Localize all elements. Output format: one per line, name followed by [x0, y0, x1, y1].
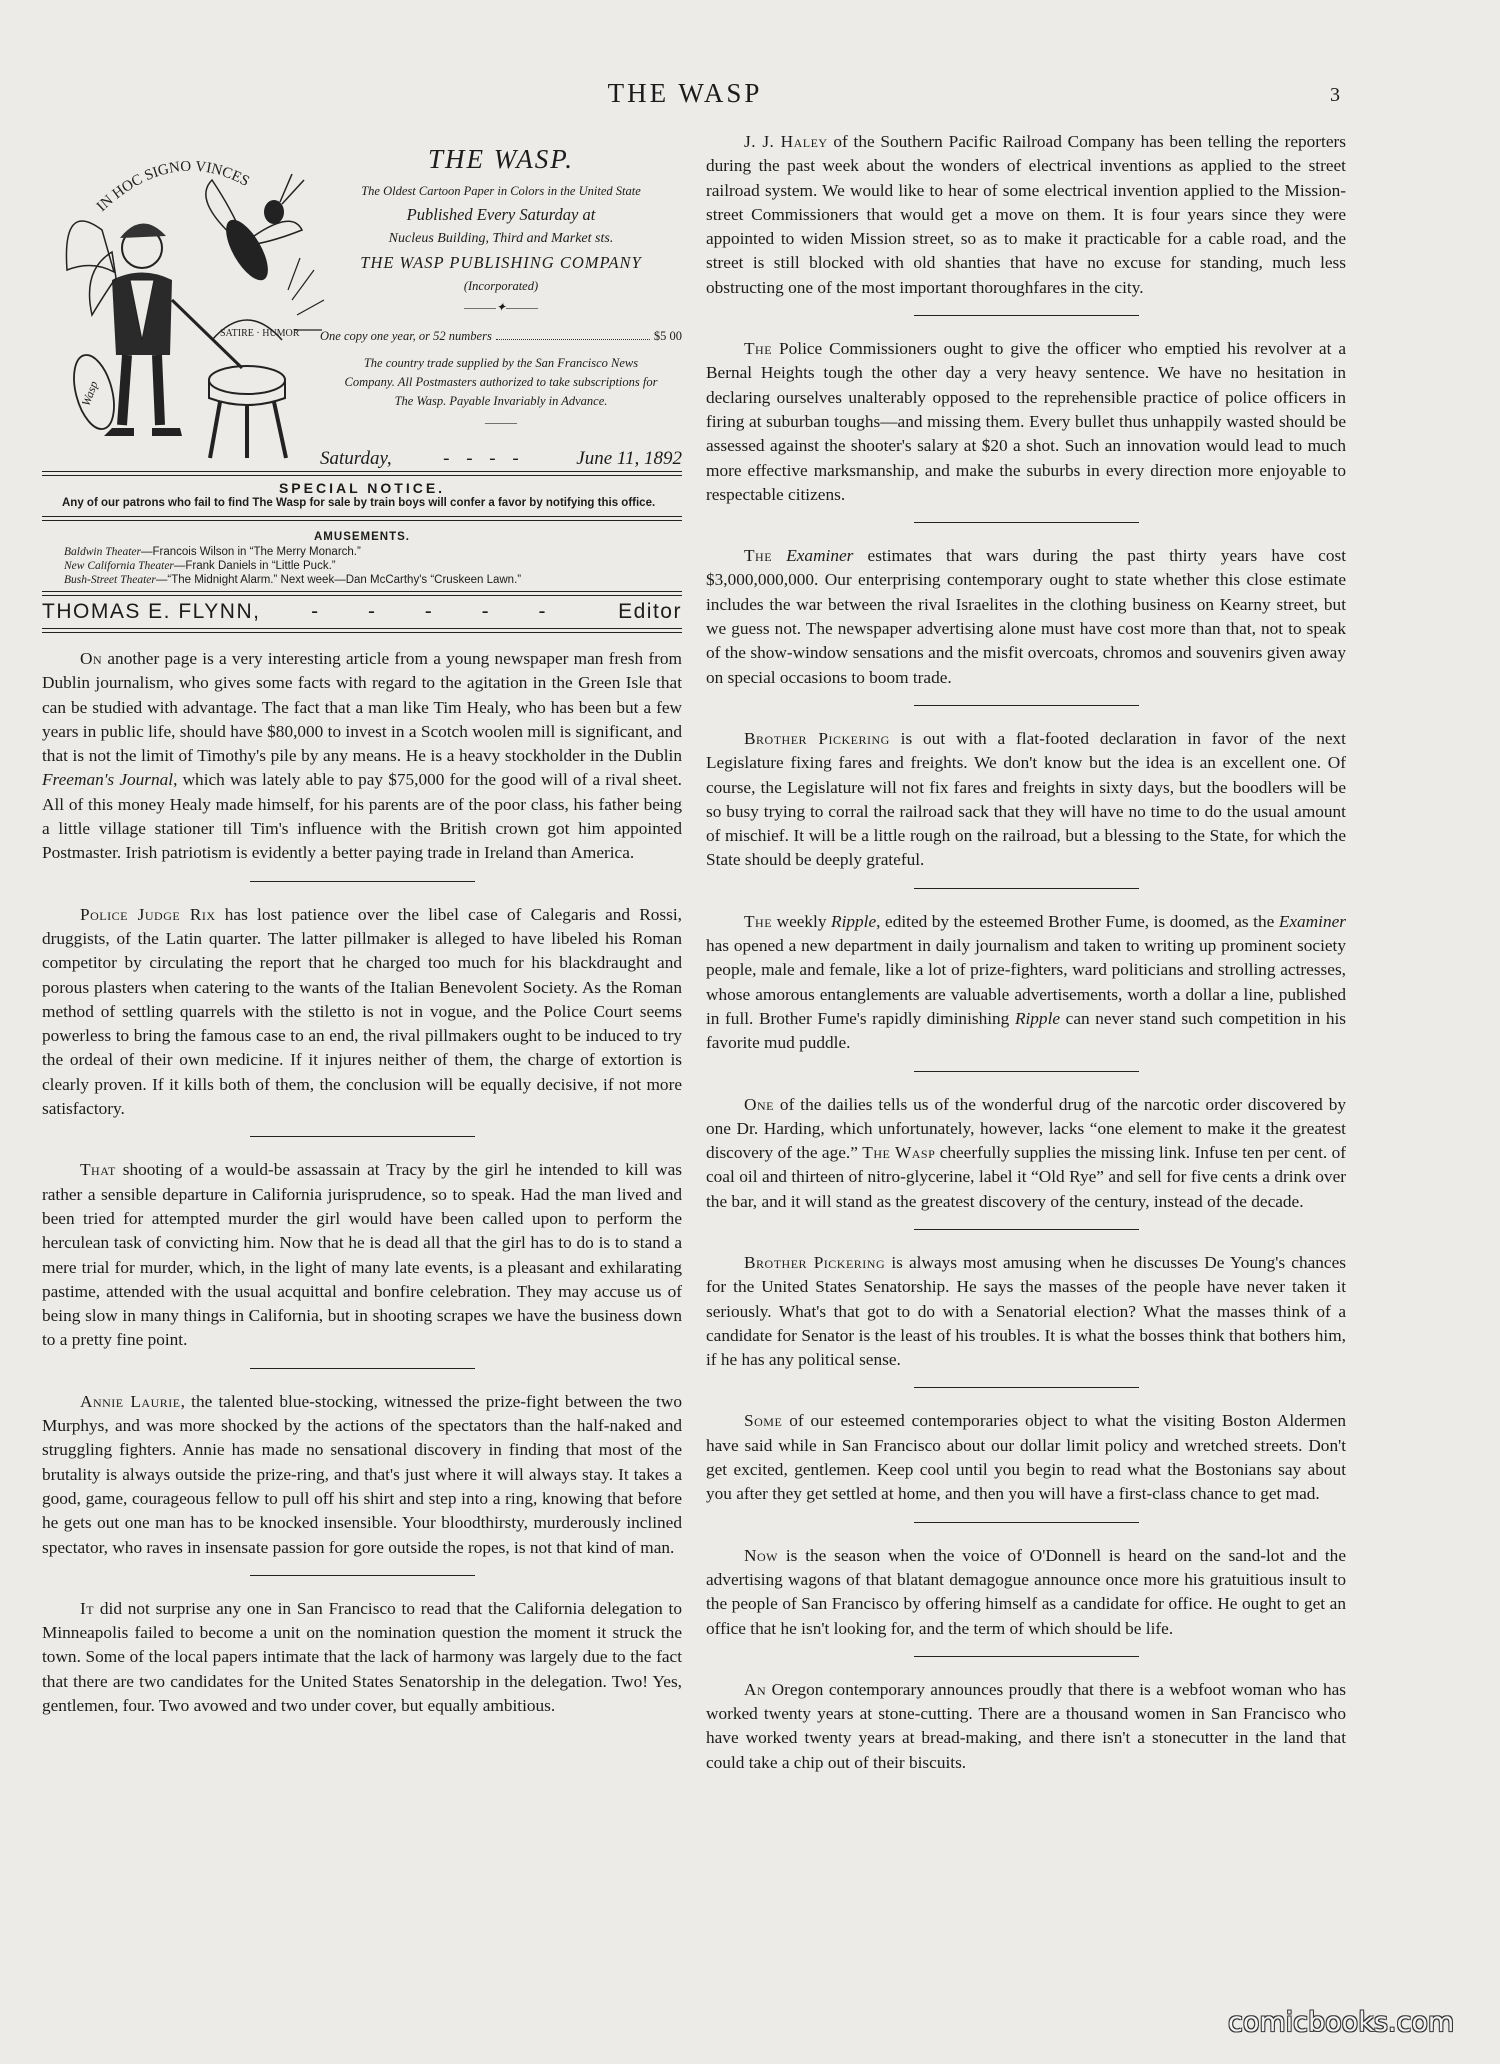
special-notice-title: SPECIAL NOTICE. — [278, 480, 446, 496]
amusements-title: AMUSEMENTS. — [314, 531, 410, 543]
editorial-paragraph: Brother Pickering is always most amusing when he discusses De Young's chances for the United States Senatorship. He says the masses of the people have never taken it seriously. What's that got to do with a Senatorial election? What the masses think of a candidate for Senator is the least of his troubles. It is what the bosses think that bothers him, if he has any political sense. — [706, 1252, 1346, 1370]
amusement-text: —Francois Wilson in “The Merry Monarch.” — [141, 546, 361, 558]
page-number: 3 — [1330, 84, 1340, 106]
masthead-company: THE WASP PUBLISHING COMPANY — [360, 253, 642, 272]
double-rule — [42, 516, 682, 521]
masthead-info — [320, 144, 682, 470]
site-watermark: comicbooks.com — [1228, 2007, 1455, 2038]
logo-stone-label: SATIRE · HUMOR — [220, 328, 300, 339]
editorial-paragraph: Now is the season when the voice of O'Donnell is heard on the sand-lot and the advertising wagons of that blatant demagogue announce once more his gratuitious insult to the people of San Francisco by offering himself as a candidate for office. He ought to get an office that he isn't looking for, and the term of which should be life. — [706, 1545, 1346, 1638]
amusement-venue: New California Theater — [64, 560, 174, 572]
editorial-paragraph: That shooting of a would-be assassain at Tracy by the girl he intended to kill was rather a sensible departure in California jurisprudence, so to speak. Had the man lived and been tried for attempted murder the girl would have been called upon to perform the herculean task of convicting him. Now that he is dead all that the girl has to do is to stand a mere trial for murder, which, in the light of many late events, is a pleasant and exhilarating pastime, attended with the usual acquittal and bonfire celebration. They may accuse us of being slow in many things in California, but in shooting scrapes we have the business down to a pretty fine point. — [42, 1160, 682, 1350]
subscription-label: One copy one year, or 52 numbers — [320, 329, 492, 343]
left-column — [42, 132, 682, 1718]
editorial-paragraph: The Police Commissioners ought to give the officer who emptied his revolver at a Bernal Heights tough the other day a very heavy sentence. We have no hesitation in declaring ourselves unalterably opposed to the reprehensible practice of police officers in firing at suburban toughs—and missing them. Every bullet thus unhappily wasted should be assessed against the shooter's salary at $20 a shot. Such an innovation would lead to much more effective marksmanship, and make the suburbs in every direction more enjoyable to respectable citizens. — [706, 339, 1346, 504]
masthead-address: Nucleus Building, Third and Market sts. — [388, 231, 614, 246]
trade-note: The country trade supplied by the San Francisco News Company. All Postmasters authorized to take subscriptions for The Wasp. Payable Invariably in Advance. — [344, 356, 658, 408]
separator-rule — [914, 1071, 1139, 1072]
editorial-paragraph: Brother Pickering is out with a flat-footed declaration in favor of the next Legislature fixing fares and freights. We don't know but the idea is an excellent one. Of course, the Legislature will not fix fares and freights in sixty days, but the boodlers will be so busy trying to corral the railroad sack that they will have no time to do the usual amount of mischief. It will be a little rough on the railroad, but a blessing to the State, for which the State should be deeply grateful. — [706, 728, 1346, 870]
issue-date-dashes: - - - - — [443, 448, 525, 469]
separator-rule — [914, 1656, 1139, 1657]
separator-rule — [250, 881, 475, 882]
editorial-paragraph: Some of our esteemed contemporaries object to what the visiting Boston Aldermen have said while in San Francisco about our dollar limit policy and wretched streets. Don't get excited, gentlemen. Keep cool until you begin to read what the Bostonians say about you after they get settled at home, and then you will have a first-class chance to get mad. — [706, 1411, 1346, 1504]
editorial-paragraph: It did not surprise any one in San Francisco to read that the California delegation to Minneapolis failed to become a unit on the nomination question the moment it struck the town. Some of the local papers intimate that the lack of harmony was largely due to the fact that there are two candidates for the United States Senatorship in the delegation. Two! Yes, gentlemen, four. Two avowed and two under cover, but equally ambitious. — [42, 1598, 682, 1715]
masthead-divider: ———✦——— — [463, 300, 539, 314]
special-notice-text: Any of our patrons who fail to find The Wasp for sale by train boys will confer a favor by notifying this office. — [62, 497, 656, 509]
editorial-paragraph: J. J. Haley of the Southern Pacific Railroad Company has been telling the reporters during the past week about the wonders of electrical inventions as applied to the street railroad system. We would like to hear of some electrical invention applied to the Mission-street Commissioners that would get a move on them. It is four years since they were appointed to widen Mission street, so as to make it practicable for a cable road, and the street is still blocked with old shanties that have no excuse for standing, much less obstructing one of the most important thoroughfares in the city. — [706, 132, 1346, 297]
masthead — [42, 132, 682, 467]
subscription-row — [320, 329, 682, 344]
separator-rule — [914, 315, 1139, 316]
wasp-logo-illustration — [42, 140, 327, 460]
subscription-price: $5 00 — [653, 329, 682, 343]
logo-motto: IN HOC SIGNO VINCES — [93, 158, 252, 215]
editorial-paragraph: Police Judge Rix has lost patience over the libel case of Calegaris and Rossi, druggists, of the Latin quarter. The latter pillmaker is alleged to have libeled his Roman competitor by circulating the report that he charged too much for his blackdraught and porous plasters when catering to the wants of the Italian Benevolent Society. As the Roman method of settling quarrels with the stiletto is not in vogue, and the Police Court seems powerless to bring the famous case to an end, the rival pillmakers ought to be induced to try the ordeal of their own medicine. If it injures neither of them, the charge of extortion is clearly proven. If it kills both of them, the conclusion will be equally decisive, if not more satisfactory. — [42, 904, 682, 1119]
masthead-incorporated: (Incorporated) — [463, 279, 539, 293]
separator-rule — [914, 888, 1139, 889]
separator-rule — [914, 705, 1139, 706]
editor-line — [42, 600, 682, 624]
amusement-venue: Bush-Street Theater — [64, 574, 156, 586]
running-head: THE WASP — [607, 78, 763, 108]
issue-date-row — [320, 448, 682, 470]
masthead-tagline: The Oldest Cartoon Paper in Colors in the United State — [361, 184, 641, 198]
editorial-paragraph: An Oregon contemporary announces proudly that there is a webfoot woman who has worked twenty years at stone-cutting. There are a thousand women in San Francisco who have worked twenty years at bread-making, and there isn't a stonecutter in the land that could take a chip out of their biscuits. — [706, 1679, 1346, 1772]
editor-role: Editor — [618, 600, 682, 623]
masthead-title: THE WASP. — [427, 144, 575, 174]
separator-rule — [914, 1229, 1139, 1230]
separator-rule — [914, 1522, 1139, 1523]
separator-rule — [250, 1368, 475, 1369]
separator-rule — [250, 1136, 475, 1137]
issue-date: June 11, 1892 — [576, 448, 682, 469]
logo-bag-label: Wasp — [78, 379, 101, 408]
masthead-divider-short: ——— — [484, 415, 517, 429]
editorial-paragraph: The weekly Ripple, edited by the esteemed Brother Fume, is doomed, as the Examiner has opened a new department in daily journalism and taken to writing up prominent society people, male and female, like a lot of prize-fighters, ward politicians and strolling actresses, whose amorous entanglements are valuable advertisements, worth a dollar a line, published in full. Brother Fume's rapidly diminishing Ripple can never stand such competition in his favorite mud puddle. — [706, 911, 1346, 1053]
double-rule — [42, 591, 682, 596]
amusement-text: —Frank Daniels in “Little Puck.” — [173, 560, 336, 572]
double-rule — [42, 628, 682, 633]
right-column — [706, 130, 1346, 1775]
editor-name: THOMAS E. FLYNN, — [42, 600, 261, 623]
editor-dashes: - - - - - — [311, 600, 568, 623]
editorial-paragraph: On another page is a very interesting article from a young newspaper man fresh from Dublin journalism, who gives some facts with regard to the agitation in the Green Isle that can be studied with advantage. The fact that a man like Tim Healy, who has been but a few years in public life, should have $80,000 to invest in a Scotch woolen mill is significant, and that is not the limit of Timothy's pile by any means. He is a heavy stockholder in the Dublin Freeman's Journal, which was lately able to pay $75,000 for the good will of a rival sheet. All of this money Healy made himself, for his parents are of the poor class, his father being a little village stationer till Tim's influence with the British crown got him appointed Postmaster. Irish patriotism is evidently a better paying trade in Ireland than America. — [42, 649, 682, 863]
amusement-item — [42, 573, 682, 587]
amusement-text: —“The Midnight Alarm.” Next week—Dan McCarthy's “Cruskeen Lawn.” — [155, 574, 522, 586]
amusement-venue: Baldwin Theater — [64, 546, 141, 558]
editorial-paragraph: The Examiner estimates that wars during the past thirty years have cost $3,000,000,000. Our enterprising contemporary ought to state whether this close estimate includes the war between the rival Israelites in the clothing business on Kearny street, but we guess not. The newspaper advertising alone must have cost more than that, not to speak of the show-window sensations and the misfit overcoats, chromos and souvenirs given away on special occasions to boom trade. — [706, 546, 1346, 687]
editorial-paragraph: Annie Laurie, the talented blue-stocking, witnessed the prize-fight between the two Murphys, and was more shocked by the actions of the spectators than the half-naked and struggling fighters. Annie has made no sensational discovery in finding that most of the brutality is always outside the prize-ring, and that's just where it will always stay. It takes a good, game, courageous fellow to pull off his shirt and step into a ring, knowing that before he gets out one man has to be knocked insensible. Your bloodthirsty, murderously inclined spectator, who raves in insensate passion for gore outside the ropes, is not that kind of man. — [42, 1391, 682, 1557]
editorial-paragraph: One of the dailies tells us of the wonderful drug of the narcotic order discovered by one Dr. Harding, which unfortunately, however, lacks “one element to make it the greatest discovery of the age.” The Wasp cheerfully supplies the missing link. Infuse ten per cent. of coal oil and thirteen of nitro-glycerine, label it “Old Rye” and sell for five cents a drink over the bar, and it will stand as the greatest discovery of the century, instead of the decade. — [706, 1094, 1346, 1211]
double-rule — [42, 471, 682, 476]
masthead-published: Published Every Saturday at — [406, 205, 596, 224]
separator-rule — [914, 1387, 1139, 1388]
issue-day: Saturday, — [320, 448, 392, 469]
dot-leader — [496, 329, 650, 340]
separator-rule — [914, 522, 1139, 523]
amusement-item — [42, 545, 682, 559]
separator-rule — [250, 1575, 475, 1576]
amusement-item — [42, 559, 682, 573]
